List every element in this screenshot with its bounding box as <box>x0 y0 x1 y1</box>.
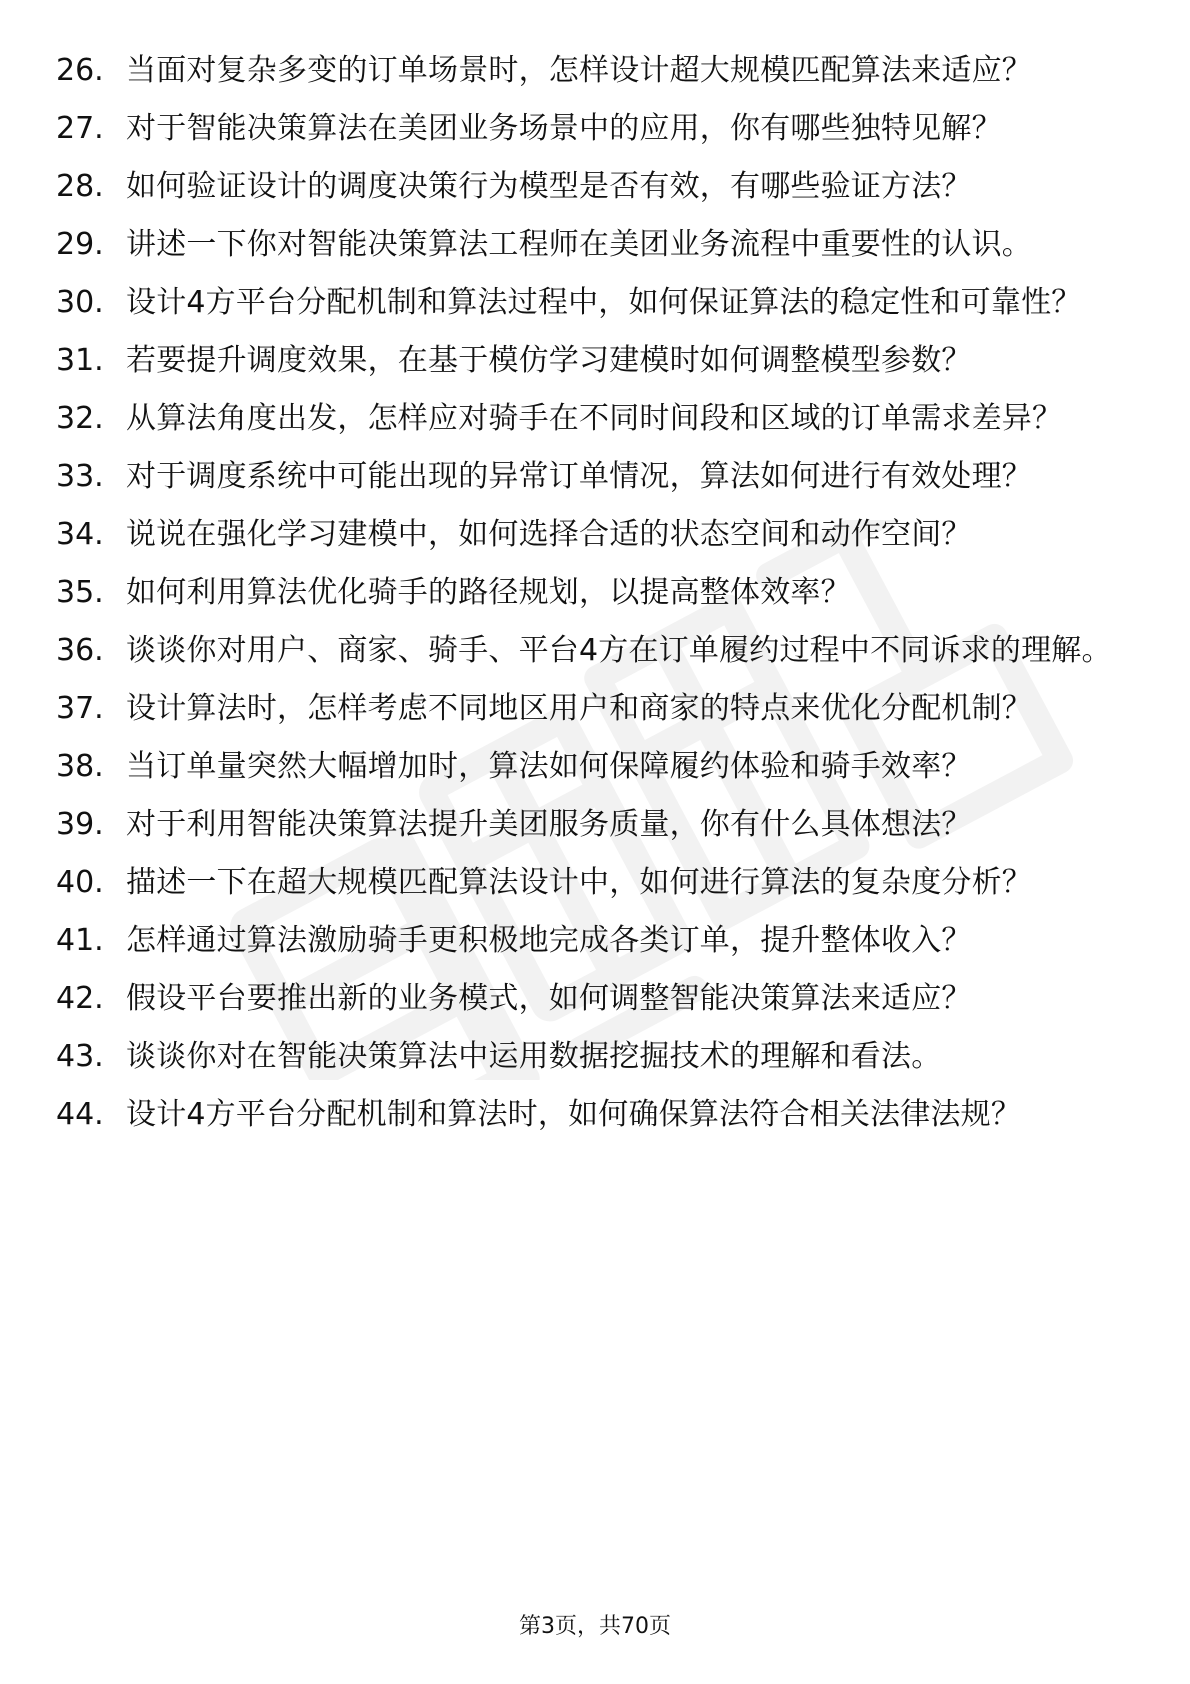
question-number: 40. <box>56 865 104 900</box>
question-item <box>0 166 1190 210</box>
question-text: 如何验证设计的调度决策行为模型是否有效，有哪些验证方法？ <box>126 169 972 204</box>
question-item <box>0 688 1190 732</box>
question-item <box>0 50 1190 94</box>
question-item <box>0 978 1190 1022</box>
question-number: 38. <box>56 749 104 784</box>
question-number: 27. <box>56 111 104 146</box>
question-item <box>0 1036 1190 1080</box>
question-number: 35. <box>56 575 104 610</box>
question-number: 33. <box>56 459 104 494</box>
question-text: 描述一下在超大规模匹配算法设计中，如何进行算法的复杂度分析？ <box>126 865 1032 900</box>
question-text: 从算法角度出发，怎样应对骑手在不同时间段和区域的订单需求差异？ <box>126 401 1063 436</box>
question-item <box>0 920 1190 964</box>
question-text: 怎样通过算法激励骑手更积极地完成各类订单，提升整体收入？ <box>126 923 972 958</box>
question-text: 当面对复杂多变的订单场景时，怎样设计超大规模匹配算法来适应？ <box>126 53 1032 88</box>
question-text: 对于利用智能决策算法提升美团服务质量，你有什么具体想法？ <box>126 807 972 842</box>
question-item <box>0 804 1190 848</box>
page-number-label: 第3页，共70页 <box>519 1614 671 1639</box>
question-item <box>0 746 1190 790</box>
question-item <box>0 1094 1190 1138</box>
question-text: 假设平台要推出新的业务模式，如何调整智能决策算法来适应？ <box>126 981 972 1016</box>
question-number: 36. <box>56 633 104 668</box>
question-text: 如何利用算法优化骑手的路径规划，以提高整体效率？ <box>126 575 851 610</box>
question-number: 29. <box>56 227 104 262</box>
question-number: 34. <box>56 517 104 552</box>
question-item <box>0 398 1190 442</box>
question-text: 讲述一下你对智能决策算法工程师在美团业务流程中重要性的认识。 <box>126 227 1032 262</box>
question-number: 32. <box>56 401 104 436</box>
question-text: 若要提升调度效果，在基于模仿学习建模时如何调整模型参数？ <box>126 343 972 378</box>
question-item <box>0 514 1190 558</box>
question-item <box>0 630 1190 674</box>
question-item <box>0 224 1190 268</box>
question-number: 43. <box>56 1039 104 1074</box>
question-text: 对于调度系统中可能出现的异常订单情况，算法如何进行有效处理？ <box>126 459 1032 494</box>
question-number: 31. <box>56 343 104 378</box>
question-number: 41. <box>56 923 104 958</box>
question-text: 当订单量突然大幅增加时，算法如何保障履约体验和骑手效率？ <box>126 749 972 784</box>
question-text: 设计4方平台分配机制和算法时，如何确保算法符合相关法律法规？ <box>126 1097 1022 1132</box>
question-text: 对于智能决策算法在美团业务场景中的应用，你有哪些独特见解？ <box>126 111 1002 146</box>
page-footer <box>0 1612 1190 1642</box>
question-number: 39. <box>56 807 104 842</box>
question-number: 44. <box>56 1097 104 1132</box>
question-text: 说说在强化学习建模中，如何选择合适的状态空间和动作空间？ <box>126 517 972 552</box>
question-item <box>0 108 1190 152</box>
question-item <box>0 282 1190 326</box>
question-text: 设计算法时，怎样考虑不同地区用户和商家的特点来优化分配机制？ <box>126 691 1032 726</box>
question-item <box>0 456 1190 500</box>
question-item <box>0 572 1190 616</box>
question-text: 设计4方平台分配机制和算法过程中，如何保证算法的稳定性和可靠性？ <box>126 285 1082 320</box>
question-number: 42. <box>56 981 104 1016</box>
question-number: 28. <box>56 169 104 204</box>
question-item <box>0 340 1190 384</box>
question-text: 谈谈你对用户、商家、骑手、平台4方在订单履约过程中不同诉求的理解。 <box>126 633 1112 668</box>
question-number: 26. <box>56 53 104 88</box>
question-list <box>0 50 1190 1152</box>
question-item <box>0 862 1190 906</box>
question-text: 谈谈你对在智能决策算法中运用数据挖掘技术的理解和看法。 <box>126 1039 942 1074</box>
question-number: 37. <box>56 691 104 726</box>
question-number: 30. <box>56 285 104 320</box>
